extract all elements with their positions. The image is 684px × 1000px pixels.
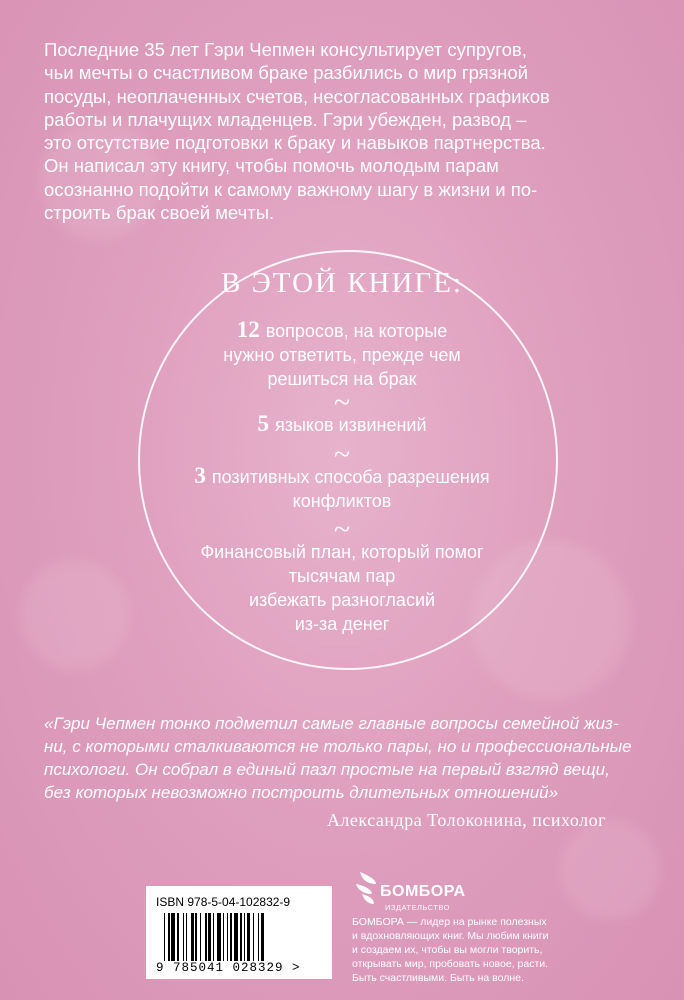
quote-author: Александра Толоконина, психолог bbox=[326, 810, 606, 830]
tilde-separator: ~ bbox=[333, 438, 351, 471]
barcode-bar bbox=[227, 913, 228, 961]
barcode-bar bbox=[240, 913, 243, 961]
point-line: позитивных способа разрешения bbox=[211, 467, 490, 487]
point-line: тысячам пар bbox=[288, 566, 396, 586]
point-line: из-за денег bbox=[294, 614, 390, 634]
intro-line: Он написал эту книгу, чтобы помочь молодым парам bbox=[44, 155, 499, 177]
barcode-bar bbox=[177, 913, 180, 961]
publisher-line: открывать мир, пробовать новое, расти. bbox=[352, 958, 549, 970]
point-line: избежать разногласий bbox=[248, 590, 436, 610]
point-3-ways bbox=[142, 464, 542, 513]
barcode-bar bbox=[217, 913, 221, 961]
barcode-digits: 9 785041 028329 > bbox=[156, 961, 301, 975]
point-line: Финансовый план, который помог bbox=[200, 542, 484, 562]
barcode-bar bbox=[247, 913, 250, 961]
barcode-bar bbox=[208, 913, 211, 961]
intro-line: строить брак своей мечты. bbox=[44, 202, 275, 224]
point-number: 12 bbox=[236, 317, 260, 342]
point-line: конфликтов bbox=[292, 491, 392, 511]
intro-line: чьи мечты о счастливом браке разбились о мир грязной bbox=[44, 62, 529, 84]
barcode-bar bbox=[253, 913, 254, 961]
barcode-bar bbox=[223, 913, 224, 961]
quote-block bbox=[44, 712, 644, 804]
barcode-bar bbox=[258, 913, 259, 961]
intro-line: Последние 35 лет Гэри Чепмен консультирует супругов, bbox=[44, 39, 527, 60]
barcode-bar bbox=[191, 913, 194, 961]
barcode-bar bbox=[230, 913, 233, 961]
intro-line: работы и плачущих младенцев. Гэри убежден, развод – bbox=[44, 108, 527, 130]
point-12-questions bbox=[142, 318, 542, 391]
publisher-line: БОМБОРА — лидер на рынке полезных bbox=[352, 916, 547, 928]
point-line: языков извинений bbox=[274, 415, 427, 435]
quote-line: без которых невозможно построить длительных отношений» bbox=[44, 783, 559, 802]
publisher-description bbox=[352, 915, 582, 985]
quote-line: «Гэри Чепмен тонко подметил самые главные вопросы семейной жиз- bbox=[44, 714, 619, 733]
barcode-bar bbox=[164, 913, 165, 961]
section-title: В ЭТОЙ КНИГЕ: bbox=[221, 267, 463, 299]
publisher-name: БОМБОРА bbox=[380, 883, 466, 900]
intro-paragraph bbox=[44, 38, 606, 224]
point-line: решиться на брак bbox=[267, 369, 417, 389]
quote-line: психологи. Он собрал в единый пазл простые на первый взгляд вещи, bbox=[44, 760, 610, 779]
point-line: вопросов, на которые bbox=[265, 321, 448, 341]
point-number: 3 bbox=[194, 463, 206, 488]
publisher-line: и вдохновляющих книг. Мы любим книги bbox=[352, 930, 549, 942]
publisher-line: Быть счастливыми. Быть на волне. bbox=[352, 972, 524, 984]
barcode-bar bbox=[171, 913, 175, 961]
barcode-bar bbox=[168, 913, 169, 961]
barcode-bar bbox=[200, 913, 201, 961]
barcode-bar bbox=[234, 913, 238, 961]
tilde-separator: ~ bbox=[333, 513, 351, 546]
point-line: нужно ответить, прежде чем bbox=[223, 345, 461, 365]
intro-line: это отсутствие подготовки к браку и навыков партнерства. bbox=[44, 132, 546, 154]
intro-line: посуды, неоплаченных счетов, несогласованных графиков bbox=[44, 85, 550, 107]
point-5-languages bbox=[142, 412, 542, 437]
publisher-line: и создаем их, чтобы вы могли творить, bbox=[352, 944, 543, 956]
barcode-bar bbox=[195, 913, 196, 961]
barcode-bar bbox=[183, 913, 184, 961]
bokeh-light bbox=[560, 820, 660, 920]
bokeh-light bbox=[20, 560, 130, 670]
publisher-subtitle: ИЗДАТЕЛЬСТВО bbox=[385, 903, 451, 912]
quote-line: ни, с которыми сталкиваются не только пары, но и профессиональные bbox=[44, 737, 632, 756]
barcode-bars bbox=[164, 913, 316, 961]
barcode-bar bbox=[261, 913, 264, 961]
isbn-text: ISBN 978-5-04-102832-9 bbox=[156, 895, 291, 909]
intro-line: осознанно подойти к самому важному шагу в жизни и по- bbox=[44, 178, 538, 200]
point-financial-plan bbox=[142, 540, 542, 636]
barcode-bar bbox=[205, 913, 206, 961]
barcode-bar bbox=[186, 913, 187, 961]
barcode-bar bbox=[244, 913, 245, 961]
tilde-separator: ~ bbox=[333, 386, 351, 419]
barcode-bar bbox=[213, 913, 214, 961]
barcode bbox=[146, 886, 332, 979]
point-number: 5 bbox=[257, 411, 269, 436]
